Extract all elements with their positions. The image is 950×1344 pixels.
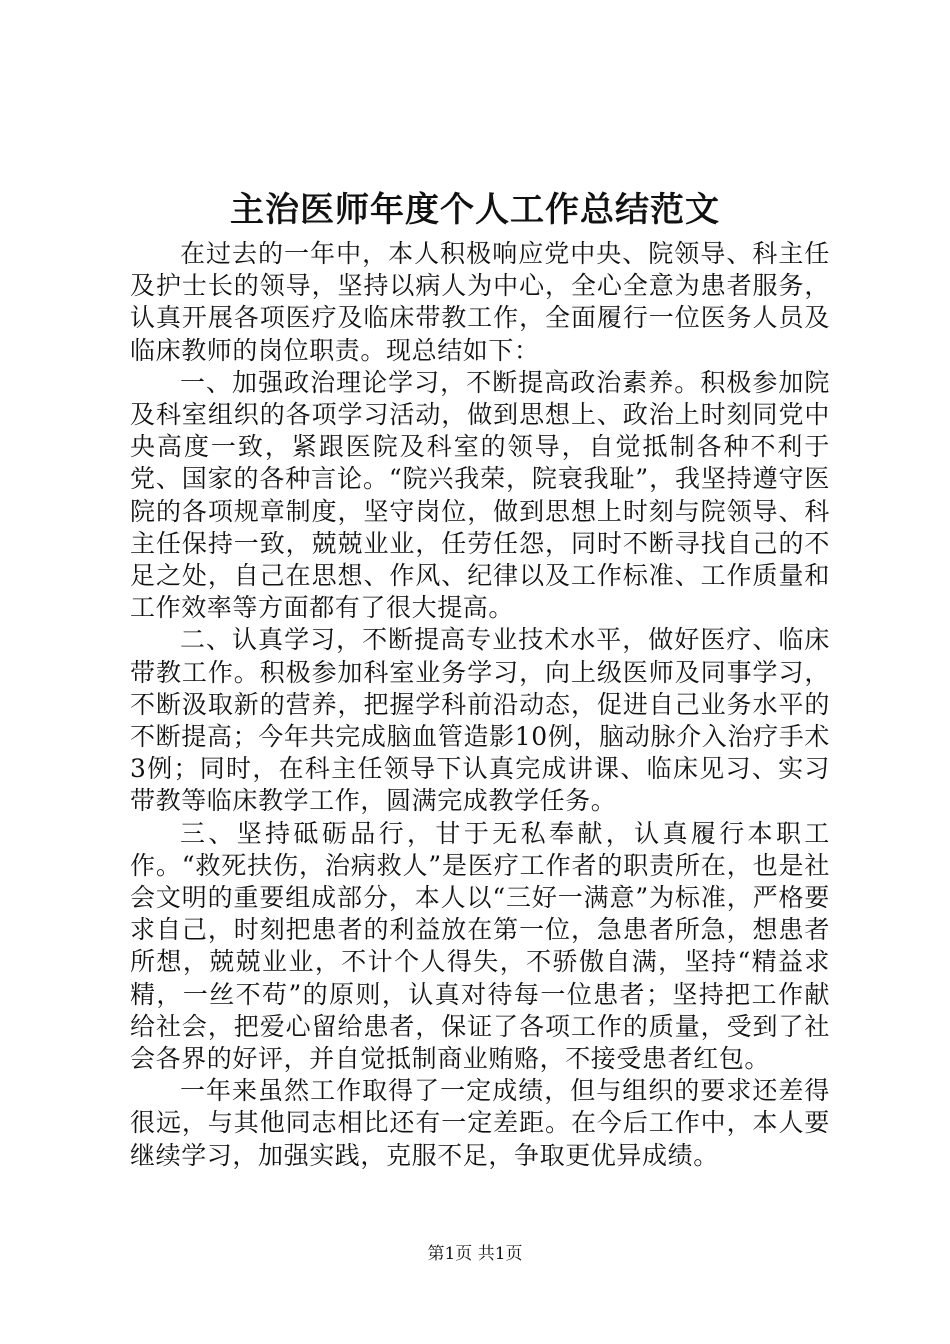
document-title: 主治医师年度个人工作总结范文 [230, 190, 720, 230]
page-number-footer: 第1页 共1页 [427, 1244, 523, 1264]
paragraph-section-3: 三、坚持砥砺品行，甘于无私奉献，认真履行本职工作。“救死扶伤，治病救人”是医疗工作者的职责所在，也是社会文明的重要组成部分，本人以“三好一满意”为标准，严格要求自己，时刻把患者的利益放在第一位，急患者所急，想患者所想，兢兢业业，不计个人得失，不骄傲自满，坚持“精益求精，一丝不苟”的原则，认真对待每一位患者；坚持把工作献给社会，把爱心留给患者，保证了各项工作的质量，受到了社会各界的好评，并自觉抵制商业贿赂，不接受患者红包。 [130, 818, 830, 1074]
paragraph-section-1: 一、加强政治理论学习，不断提高政治素养。积极参加院及科室组织的各项学习活动，做到思想上、政治上时刻同党中央高度一致，紧跟医院及科室的领导，自觉抵制各种不利于党、国家的各种言论。“院兴我荣，院衰我耻”，我坚持遵守医院的各项规章制度，坚守岗位，做到思想上时刻与院领导、科主任保持一致，兢兢业业，任劳任怨，同时不断寻找自己的不足之处，自己在思想、作风、纪律以及工作标准、工作质量和工作效率等方面都有了很大提高。 [130, 367, 830, 623]
paragraph-intro: 在过去的一年中，本人积极响应党中央、院领导、科主任及护士长的领导，坚持以病人为中心，全心全意为患者服务，认真开展各项医疗及临床带教工作，全面履行一位医务人员及临床教师的岗位职责。现总结如下： [130, 239, 830, 365]
paragraph-conclusion: 一年来虽然工作取得了一定成绩，但与组织的要求还差得很远，与其他同志相比还有一定差距。在今后工作中，本人要继续学习，加强实践，克服不足，争取更优异成绩。 [130, 1076, 830, 1170]
paragraph-section-2: 二、认真学习，不断提高专业技术水平，做好医疗、临床带教工作。积极参加科室业务学习，向上级医师及同事学习，不断汲取新的营养，把握学科前沿动态，促进自己业务水平的不断提高；今年共完成脑血管造影10例，脑动脉介入治疗手术3例；同时，在科主任领导下认真完成讲课、临床见习、实习带教等临床教学工作，圆满完成教学任务。 [130, 625, 830, 816]
document-body [130, 238, 830, 1172]
